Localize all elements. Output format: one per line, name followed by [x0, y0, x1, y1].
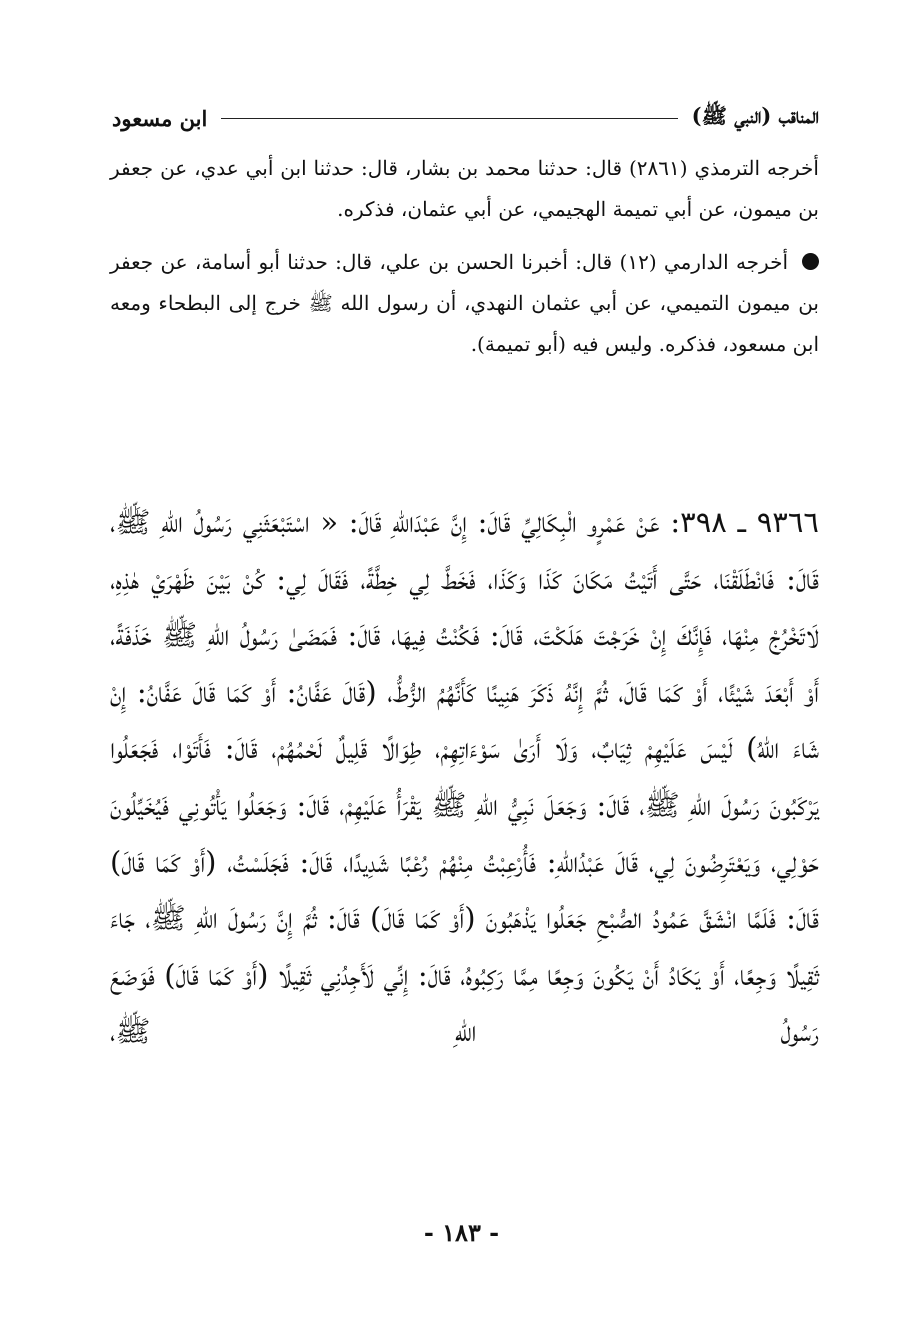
header-rule	[221, 118, 677, 119]
hadith-paragraph	[110, 494, 819, 1060]
references-block	[110, 148, 819, 365]
hadith-block	[110, 494, 819, 1060]
reference-tirmidhi: أخرجه الترمذي (٢٨٦١) قال: حدثنا محمد بن بشار، قال: حدثنا ابن أبي عدي، عن جعفر بن ميمون، عن أبي تميمة الهجيمي، عن أبي عثمان، فذكره.	[110, 156, 819, 221]
running-header	[112, 98, 819, 138]
chapter-title: المناقب (النبي ﷺ)	[691, 102, 819, 128]
bullet-icon	[802, 253, 819, 270]
section-title: ابن مسعود	[112, 105, 208, 131]
page-number: - ١٨٣ -	[423, 1218, 500, 1247]
hadith-text: عَنْ عَمْرٍو الْبِكَالِيِّ قَالَ: إِنَّ عَبْدَاللهِ قَالَ: « اسْتَبْعَثَنِي رَسُولُ اللهِ ﷺ، قَالَ: فَانْطَلَقْنَا، حَتَّى أَتَيْتُ مَكَانَ كَذَا وَكَذَا، فَخَطَّ لِي خِطَّةً، فَقَالَ لِي: كُنْ بَيْنَ ظَهْرَيْ هٰذِهِ، لَاتَخْرُجْ مِنْهَا، فَإِنَّكَ إِنْ خَرَجْتَ هَلَكْتَ، قَالَ: فَكُنْتُ فِيهَا، قَالَ: فَمَضَىٰ رَسُولُ اللهِ ﷺ خَذَفَةً، أَوْ أَبْعَدَ شَيْئًا، أَوْ كَمَا قَالَ، ثُمَّ إِنَّهُ ذَكَرَ هَنِينًا كَأَنَّهُمُ الزُّطُّ، (قَالَ عَفَّانُ: أَوْ كَمَا قَالَ عَفَّانُ: إِنْ شَاءَ اللهُ) لَيْسَ عَلَيْهِمْ ثِيَابٌ، وَلَا أَرَىٰ سَوْءَاتِهِمْ، طِوَالًا قَلِيلٌ لَحْمُهُمْ، قَالَ: فَأَتَوْا، فَجَعَلُوا يَرْكَبُونَ رَسُولَ اللهِ ﷺ، قَالَ: وَجَعَلَ نَبِيُّ اللهِ ﷺ يَقْرَأُ عَلَيْهِمْ، قَالَ: وَجَعَلُوا يَأْتُونِي فَيُخَيِّلُونَ حَوْلِي، وَيَعْتَرِضُونَ لِي، قَالَ عَبْدُاللهِ: فَأُرْعِبْتُ مِنْهُمْ رُعْبًا شَدِيدًا، قَالَ: فَجَلَسْتُ، (أَوْ كَمَا قَالَ) قَالَ: فَلَمَّا انْشَقَّ عَمُودُ الصُّبْحِ جَعَلُوا يَذْهَبُونَ (أَوْ كَمَا قَالَ) قَالَ: ثُمَّ إِنَّ رَسُولَ اللهِ ﷺ، جَاءَ ثَقِيلًا وَجِعًا، أَوْ يَكَادُ أَنْ يَكُونَ وَجِعًا مِمَّا رَكِبُوهُ، قَالَ: إِنِّي لَأَجِدُنِي ثَقِيلًا (أَوْ كَمَا قَالَ) فَوَضَعَ رَسُولُ اللهِ ﷺ،	[110, 505, 819, 1049]
reference-darimi: أخرجه الدارمي (١٢) قال: أخبرنا الحسن بن علي، قال: حدثنا أبو أسامة، عن جعفر بن ميمون التميمي، عن أبي عثمان النهدي، أن رسول الله ﷺ خرج إلى البطحاء ومعه ابن مسعود، فذكره. وليس فيه (أبو تميمة).	[110, 250, 819, 356]
reference-darimi-paragraph	[110, 242, 819, 365]
hadith-number: ٩٣٦٦ ـ ٣٩٨:	[670, 505, 819, 539]
